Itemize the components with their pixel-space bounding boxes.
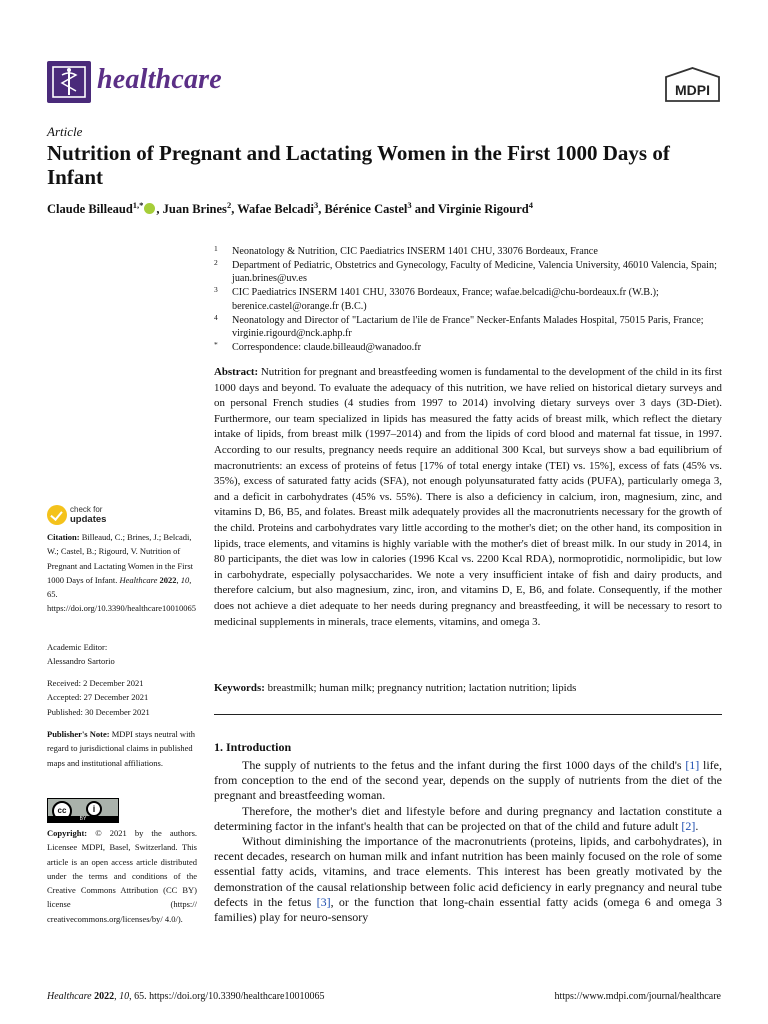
abstract [214,365,722,630]
affiliations [214,245,724,355]
citation-link[interactable]: [3] [316,894,331,909]
mdpi-logo-icon[interactable] [664,67,721,103]
footer-journal: Healthcare [47,991,92,1002]
journal-logo-icon [47,61,91,103]
affiliation-item [214,314,724,341]
affiliation-text: Department of Pediatric, Obstetrics and Gynecology, Faculty of Medicine, Valencia University, 46010 Valencia, Spain; juan.brines@uv.es [232,259,717,285]
cc-by-license-icon[interactable] [47,798,119,823]
publisher-note-text: MDPI stays neutral with regard to jurisdictional claims in published maps and institutional affiliations. [47,729,196,768]
copyright-label: Copyright: [47,828,88,838]
copyright-block [47,826,197,926]
author-name[interactable]: Claude Billeaud [47,202,133,216]
author-affil-ref: 3 [313,199,319,210]
author-separator: , [156,202,163,216]
keywords-text: breastmilk; human milk; pregnancy nutrition; lactation nutrition; lipids [267,682,577,694]
author-affil-ref: 2 [226,199,232,210]
section-body [214,758,722,925]
body-paragraph [214,834,722,925]
publisher-note-label: Publisher's Note: [47,729,110,739]
body-paragraph [214,758,722,804]
paragraph-text: The supply of nutrients to the fetus and the infant during the first 1000 days of the child's [242,758,686,772]
accepted-date: Accepted: 27 December 2021 [47,692,149,703]
paragraph-text: life, from conception to the end of the second year, depends on the supply of nutrients from the diet of the pregnant and breastfeeding woman. [214,758,723,803]
by-label: BY [48,816,118,822]
published-date: Published: 30 December 2021 [47,706,150,717]
paragraph-text: Therefore, the mother's diet and lifestyle before and during pregnancy and lactation constitute a determining factor in the infant's health that can be projected on that of the child and future adult [214,803,722,833]
abstract-label: Abstract: [214,366,259,378]
citation-volume: 10 [180,574,190,585]
correspondence-item [214,341,724,355]
author-name[interactable]: Virginie Rigourd [437,202,529,216]
affiliation-number: 2 [214,257,218,267]
received-date: Received: 2 December 2021 [47,678,144,688]
dates-block [47,676,197,719]
affiliation-number: 1 [214,244,218,253]
affiliation-number: 4 [214,312,218,322]
check-updates-label-bold: updates [70,514,107,525]
article-type: Article [47,124,83,139]
footer-year: 2022 [94,991,115,1002]
affiliation-text: CIC Paediatrics INSERM 1401 CHU, 33076 Bordeaux, France; wafae.belcadi@chu-bordeaux.fr (W.B.); berenice.castel@orange.fr (B.C.) [232,287,659,312]
citation-text: Billeaud, C.; Brines, J.; Belcadi, W.; Castel, B.; Rigourd, V. Nutrition of Pregnant and Lactating Women in the First 1000 Days of Infant. [47,532,193,585]
orcid-icon[interactable] [144,203,155,214]
footer-doi-link[interactable]: , 65. https://doi.org/10.3390/healthcare10010065 [129,991,325,1002]
correspondence-text: Correspondence: claude.billeaud@wanadoo.fr [232,341,422,353]
footer-volume: 10 [119,991,130,1002]
affiliation-text: Neonatology & Nutrition, CIC Paediatrics INSERM 1401 CHU, 33076 Bordeaux, France [232,246,598,257]
author-affil-ref: 3 [407,199,412,210]
citation-link[interactable]: [1] [685,758,700,772]
author-separator: , [231,202,238,216]
page-title: Nutrition of Pregnant and Lactating Women in the First 1000 Days of Infant [47,141,670,189]
body-paragraph [214,804,722,834]
footer-citation: Healthcare 2022, 10, 65. https://doi.org/10.3390/healthcare10010065 [47,991,325,1002]
author-name[interactable]: Bérénice Castel [324,202,408,216]
copyright-text: © 2021 by the authors. Licensee MDPI, Basel, Switzerland. This article is an open access article distributed under the terms and conditions of the Creative Commons Attribution (CC BY) license (https:// creativecommons.org/licenses/by/ 4.0/). [47,828,197,924]
citation-doi-link[interactable]: , 65. https://doi.org/10.3390/healthcare10010065 [47,574,197,614]
citation-label: Citation: [47,532,80,542]
author-name[interactable]: Wafae Belcadi [237,202,314,216]
citation-link[interactable]: [2] [681,818,696,833]
keywords [214,681,722,696]
citation-year: 2022 [159,574,177,585]
author-name[interactable]: Juan Brines [162,202,227,216]
author-affil-ref: 4 [528,199,533,210]
section-heading: 1. Introduction [214,740,292,754]
affiliation-item [214,245,724,259]
affiliation-number: 3 [214,285,218,295]
affiliation-item [214,259,724,286]
author-separator: , [318,202,325,216]
section-divider [214,714,722,715]
citation-journal: Healthcare [119,574,158,585]
paragraph-text: Without diminishing the importance of the macronutrients (proteins, lipids, and carbohydrates), in recent decades, research on human milk and infant nutrition has been mainly focused on the role of some essential fatty acids, vitamins, and trace elements. This interest has been greatly motivated by the demonstration of the causal relationship between folic acid deficiency in early pregnancy and neural tube defects in the fetus [214,834,722,909]
check-updates-label: check for [70,505,103,514]
affiliation-item [214,286,724,313]
footer-journal-url[interactable]: https://www.mdpi.com/journal/healthcare [554,991,721,1002]
journal-name[interactable]: healthcare [97,64,222,95]
citation-block: Citation: Billeaud, C.; Brines, J.; Belcadi, W.; Castel, B.; Rigourd, V. Nutrition of Pregnant and Lactating Women in the First 1000 Days of Infant. Healthcare 2022, 10, 65. https://doi.org/10.3390/healthcare10010065 [47,532,197,614]
check-for-updates-button[interactable] [47,505,167,527]
academic-editor-block [47,640,197,669]
paragraph-text: , or the function that long-chain essential fatty acids (omega 6 and omega 3 families) play for neuro-sensory [214,894,722,925]
academic-editor-label: Academic Editor: [47,642,108,652]
affiliation-text: Neonatology and Director of "Lactarium de l'ile de France" Necker-Enfants Malades Hospital, 75015 Paris, France; virginie.rigourd@nck.aphp.fr [232,314,704,340]
author-list [47,199,533,217]
author-separator: and [411,202,438,216]
cc-icon: cc [52,801,72,821]
publisher-note-block [47,727,197,770]
affiliation-number: * [214,339,218,349]
keywords-label: Keywords: [214,682,265,694]
abstract-text: Nutrition for pregnant and breastfeeding women is fundamental to the development of the child in its first 1000 days and beyond. To evaluate the adequacy of this nutrition, we have relied on historical dietary surveys and on personal French studies (4 studies from 1997 to 2014) involving dietary surveys over 3 days (3D-Diet). Furthermore, our team specialized in lipids has measured the fatty acids of breast milk, which reflect the dietary intake of lipids, from breast milk (1997–2014) and from the lipids of cord blood and maternal fat tissue, in 1997. According to our results, pregnancy needs require an additional 300 Kcal, but surveys show a bad equilibrium of macronutrients: an excess of proteins of fetus [17% of total energy intake (TEI) vs. 15%], excess of fats (45% vs. 35%), excess of saturated fatty acids (SFA), not enough polyunsaturated fatty acids (PUFA), particularly omega 3, and a deficit in carbohydrates (45% vs. 55%). There is also a deficiency in calcium, iron, magnesium, zinc, and vitamins D, B6, B5, and folates. Breast milk adequately provides all the macronutrients necessary for the growth of the child. Proteins and carbohydrates vary little according to the mother's diet; on the other hand, its composition in lipids, trace elements, and vitamins is highly variable with the mother's diet of breast milk. In our study in 2014, in 80 participants, the diet was low in calories (1996 Kcal vs. 2200 Kcal RDA), normoprotidic, normolipidic, but low in carbohydrate, especially polysaccharides. We note a very insufficient intake of fish and dairy products, and therefore calcium, but also magnesium, zinc, iron, and vitamins D, E, B6, and folate. Consequently, if the mother does not achieve a diet adequate to her needs during pregnancy and breastfeeding, it will be necessary to resort to medicinal supplements in minerals, trace elements, vitamins, and omega 3. [214,366,722,628]
academic-editor-name: Alessandro Sartorio [47,656,115,667]
paragraph-text: . [695,818,699,833]
check-updates-icon [47,505,67,525]
author-affil-ref: 1,* [132,199,144,210]
publisher-name: MDPI [675,82,710,98]
person-icon: i [86,801,102,817]
